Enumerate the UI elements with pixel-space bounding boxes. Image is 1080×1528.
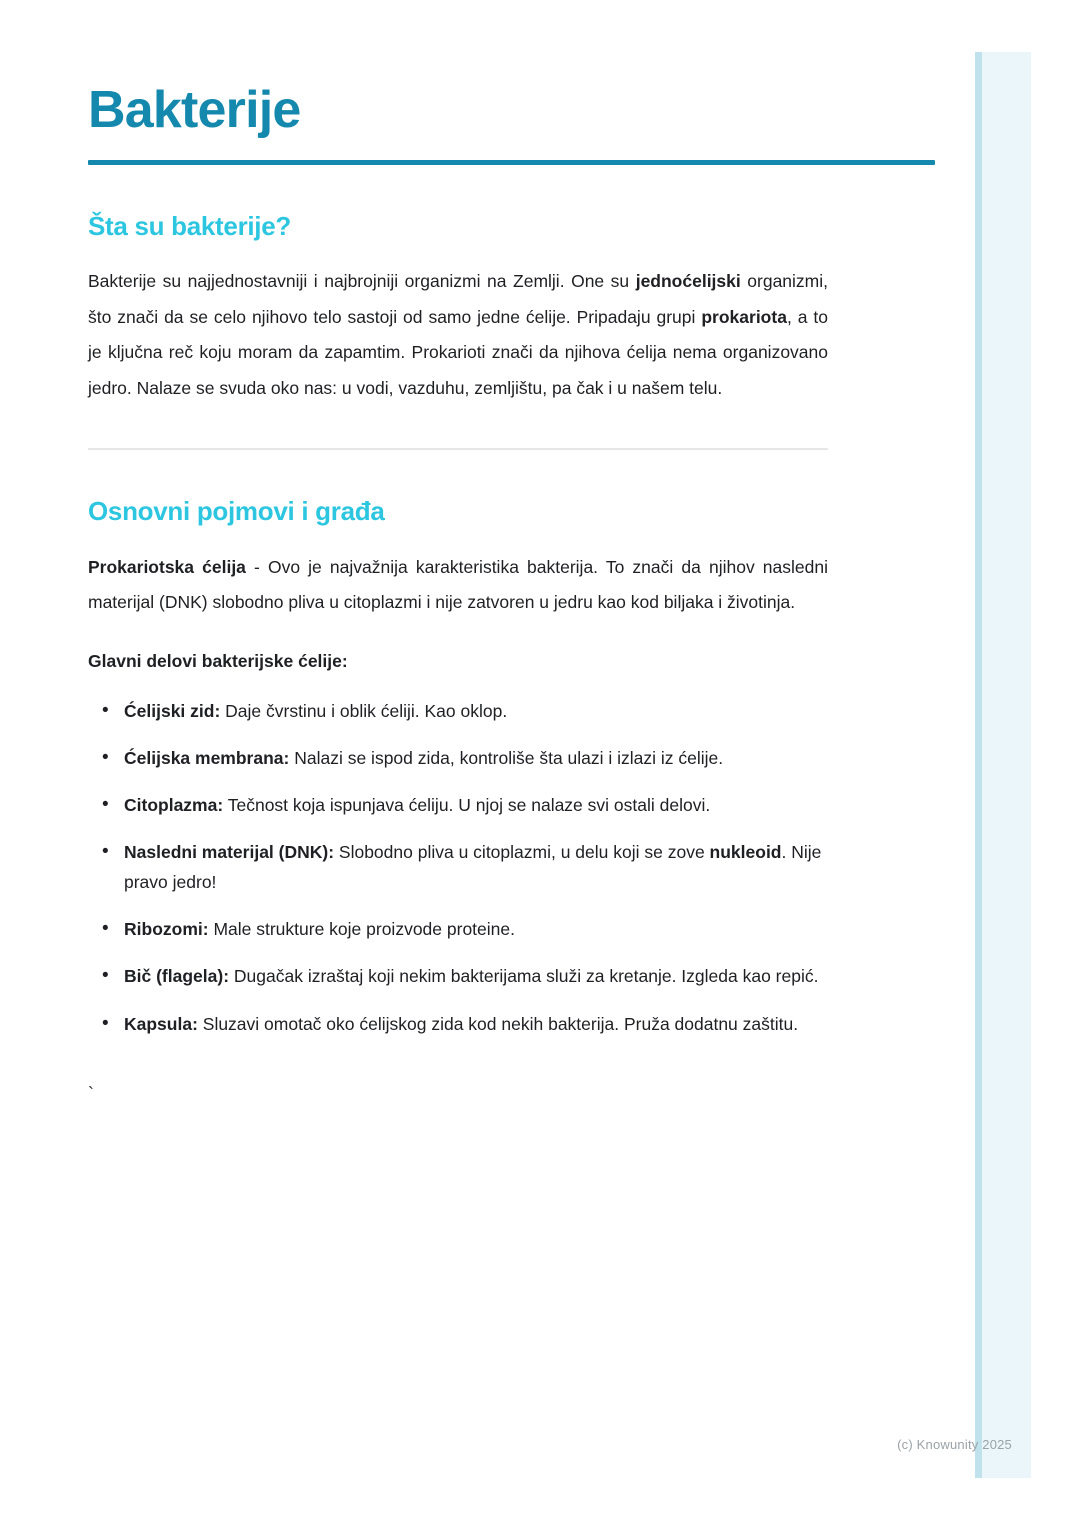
list-item	[88, 790, 828, 820]
list-item	[88, 743, 828, 773]
list-item	[88, 1009, 828, 1039]
list-item-text: Daje čvrstinu i oblik ćeliji. Kao oklop.	[220, 700, 508, 721]
cell-parts-list	[88, 678, 828, 1039]
list-item	[88, 837, 828, 897]
intro-text-part-1: Bakterije su najjednostavniji i najbrojniji organizmi na Zemlji. One su	[88, 271, 636, 292]
list-item-text: Tečnost koja ispunjava ćeliju. U njoj se nalaze svi ostali delovi.	[223, 795, 711, 816]
intro-text-part-2: organizmi, što znači da se celo njihovo telo sastoji od samo jedne ćelije. Pripadaju grupi	[88, 271, 828, 327]
list-item-text: Male strukture koje proizvode proteine.	[208, 919, 515, 940]
list-item-term: Ćelijska membrana:	[124, 747, 290, 768]
list-item-text: Dugačak izraštaj koji nekim bakterijama služi za kretanje. Izgleda kao repić.	[229, 966, 819, 987]
list-item-term: Citoplazma:	[124, 795, 224, 816]
prokaryotic-cell-paragraph	[88, 528, 828, 621]
intro-bold-prokaryote: prokariota	[701, 306, 787, 327]
footer-copyright: (c) Knowunity 2025	[897, 1437, 1012, 1452]
list-item-term-secondary: nukleoid	[709, 842, 782, 863]
list-item-text: Slobodno pliva u citoplazmi, u delu koji se zove	[334, 842, 710, 863]
section-heading-what-are-bacteria: Šta su bakterije?	[88, 211, 291, 242]
list-item-term: Kapsula:	[124, 1013, 198, 1034]
list-item-term: Ćelijski zid:	[124, 700, 221, 721]
page-title: Bakterije	[88, 81, 301, 139]
list-item	[88, 961, 828, 991]
list-item-term: Bič (flagela):	[124, 966, 230, 987]
document-content	[88, 0, 828, 1108]
list-item-term: Nasledni materijal (DNK):	[124, 842, 335, 863]
list-item	[88, 696, 828, 726]
list-item-text-secondary: . Nije pravo jedro!	[124, 842, 822, 893]
right-accent-strip	[975, 52, 1031, 1478]
intro-paragraph	[88, 242, 828, 406]
intro-text-part-3: , a to je ključna reč koju moram da zapamtim. Prokarioti znači da njihova ćelija nema organizovano jedro. Nalaze se svuda oko nas: u vodi, vazduhu, zemljištu, pa čak i u našem telu.	[88, 306, 829, 398]
prokaryotic-cell-description: - Ovo je najvažnija karakteristika bakterija. To znači da njihov nasledni materijal (DNK) slobodno pliva u citoplazmi i nije zatvoren u jedru kao kod biljaka i životinja.	[88, 556, 828, 613]
section-heading-basic-concepts: Osnovni pojmovi i građa	[88, 496, 385, 527]
list-item-text: Sluzavi omotač oko ćelijskog zida kod nekih bakterija. Pruža dodatnu zaštitu.	[197, 1013, 799, 1034]
list-item-term: Ribozomi:	[124, 919, 209, 940]
prokaryotic-cell-term: Prokariotska ćelija	[88, 556, 246, 577]
intro-bold-unicellular: jednoćelijski	[635, 271, 741, 292]
list-label-main-parts: Glavni delovi bakterijske ćelije:	[88, 650, 348, 671]
stray-backtick-mark: `	[88, 1083, 94, 1104]
list-item	[88, 914, 828, 944]
list-item-text: Nalazi se ispod zida, kontroliše šta ulazi i izlazi iz ćelije.	[289, 747, 724, 768]
right-accent-strip-edge	[975, 52, 982, 1478]
